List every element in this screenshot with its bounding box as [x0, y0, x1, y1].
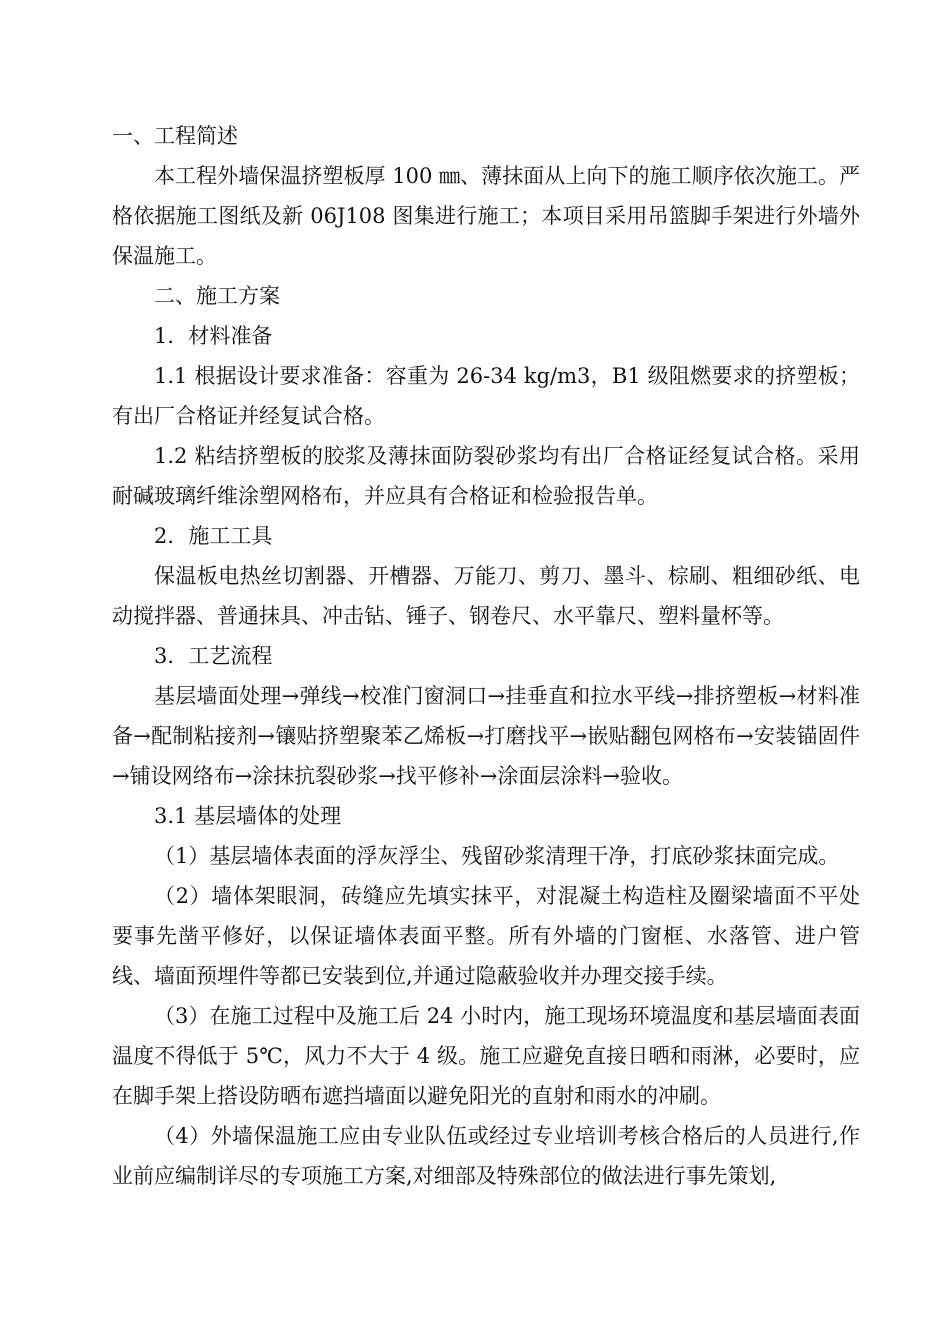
- base-wall-item-1: （1）基层墙体表面的浮灰浮尘、残留砂浆清理干净，打底砂浆抹面完成。: [154, 844, 840, 868]
- section-heading-overview: 一、工程简述: [112, 124, 238, 148]
- tools-paragraph: 保温板电热丝切割器、开槽器、万能刀、剪刀、墨斗、棕刷、粗细砂纸、电动搅拌器、普通抹具、冲击钻、锤子、钢卷尺、水平靠尺、塑料量杯等。: [112, 564, 860, 628]
- section-heading-plan: 二、施工方案: [154, 284, 280, 308]
- document-body: [112, 116, 860, 1196]
- base-wall-item-4: （4）外墙保温施工应由专业队伍或经过专业培训考核合格后的人员进行,作业前应编制详尽的专项施工方案,对细部及特殊部位的做法进行事先策划,: [112, 1124, 860, 1188]
- base-wall-item-3: （3）在施工过程中及施工后 24 小时内，施工现场环境温度和基层墙面表面温度不得低于 5℃，风力不大于 4 级。施工应避免直接日晒和雨淋，必要时，应在脚手架上搭设防晒布遮挡墙面以避免阳光的直射和雨水的冲刷。: [112, 1004, 860, 1108]
- materials-item-1-1: 1.1 根据设计要求准备：容重为 26-34 kg/m3，B1 级阻燃要求的挤塑板；有出厂合格证并经复试合格。: [112, 364, 860, 428]
- materials-item-1-2: 1.2 粘结挤塑板的胶浆及薄抹面防裂砂浆均有出厂合格证经复试合格。采用耐碱玻璃纤维涂塑网格布，并应具有合格证和检验报告单。: [112, 444, 860, 508]
- base-wall-item-2: （2）墙体架眼洞，砖缝应先填实抹平，对混凝土构造柱及圈梁墙面不平处要事先凿平修好，以保证墙体表面平整。所有外墙的门窗框、水落管、进户管线、墙面预埋件等都已安装到位,并通过隐蔽验收并办理交接手续。: [112, 884, 860, 988]
- process-flow-paragraph: 基层墙面处理→弹线→校准门窗洞口→挂垂直和拉水平线→排挤塑板→材料准备→配制粘接剂→镶贴挤塑聚苯乙烯板→打磨找平→嵌贴翻包网格布→安装锚固件→铺设网络布→涂抹抗裂砂浆→找平修补→涂面层涂料→验收。: [112, 684, 860, 788]
- subheading-process: 3．工艺流程: [154, 644, 273, 668]
- subheading-base-wall: 3.1 基层墙体的处理: [154, 804, 342, 828]
- overview-paragraph: 本工程外墙保温挤塑板厚 100 ㎜、薄抹面从上向下的施工顺序依次施工。严格依据施工图纸及新 06J108 图集进行施工；本项目采用吊篮脚手架进行外墙外保温施工。: [112, 164, 860, 268]
- subheading-materials: 1．材料准备: [154, 324, 273, 348]
- subheading-tools: 2．施工工具: [154, 524, 273, 548]
